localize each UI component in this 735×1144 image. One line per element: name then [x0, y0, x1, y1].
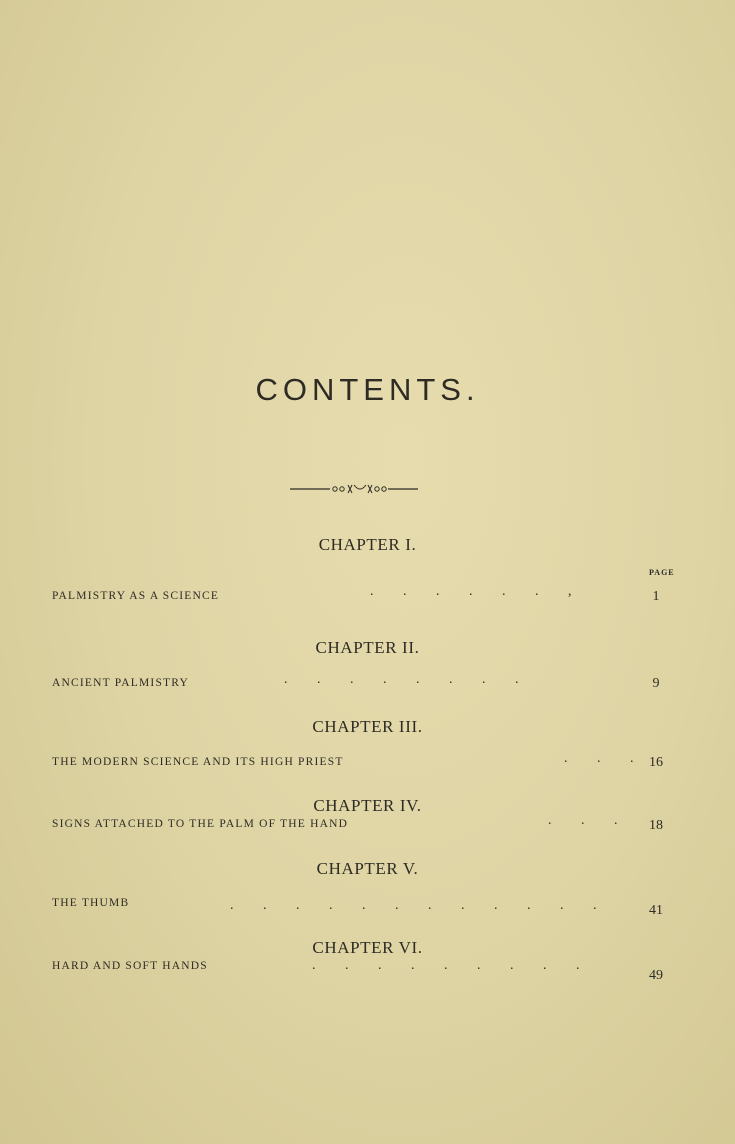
entry-page-5: 41: [649, 903, 663, 918]
chapter-heading-1: CHAPTER I.: [318, 535, 417, 554]
dot-leader-5: . . . . . . . . . . . .: [230, 898, 610, 913]
entry-title-5: THE THUMB: [52, 897, 130, 909]
contents-title: CONTENTS.: [255, 372, 480, 407]
chapter-heading-5: CHAPTER V.: [316, 859, 419, 878]
entry-title-6: HARD AND SOFT HANDS: [52, 960, 208, 972]
entry-page-6: 49: [649, 968, 663, 983]
entry-page-2: 9: [652, 676, 660, 691]
entry-page-4: 18: [649, 818, 663, 833]
entry-title-1: PALMISTRY AS A SCIENCE: [52, 590, 220, 602]
dot-leader-6: . . . . . . . . .: [312, 958, 593, 973]
entry-page-1: 1: [652, 589, 660, 604]
entry-title-2: ANCIENT PALMISTRY: [52, 677, 190, 689]
entry-page-3: 16: [649, 755, 663, 770]
entry-title-3: THE MODERN SCIENCE AND ITS HIGH PRIEST: [52, 756, 344, 768]
chapter-heading-4: CHAPTER IV.: [313, 796, 422, 815]
entry-title-4: SIGNS ATTACHED TO THE PALM OF THE HAND: [52, 818, 349, 830]
dot-leader-3: . . .: [564, 751, 647, 766]
ornament-divider: [290, 484, 418, 494]
dot-leader-2: . . . . . . . .: [284, 672, 532, 687]
dot-leader-4: . . .: [548, 813, 631, 828]
chapter-heading-3: CHAPTER III.: [312, 717, 423, 736]
dot-leader-1: . . . . . . ,: [370, 584, 585, 599]
chapter-heading-6: CHAPTER VI.: [312, 938, 423, 957]
page-column-header: PAGE: [649, 568, 675, 577]
chapter-heading-2: CHAPTER II.: [315, 638, 420, 657]
